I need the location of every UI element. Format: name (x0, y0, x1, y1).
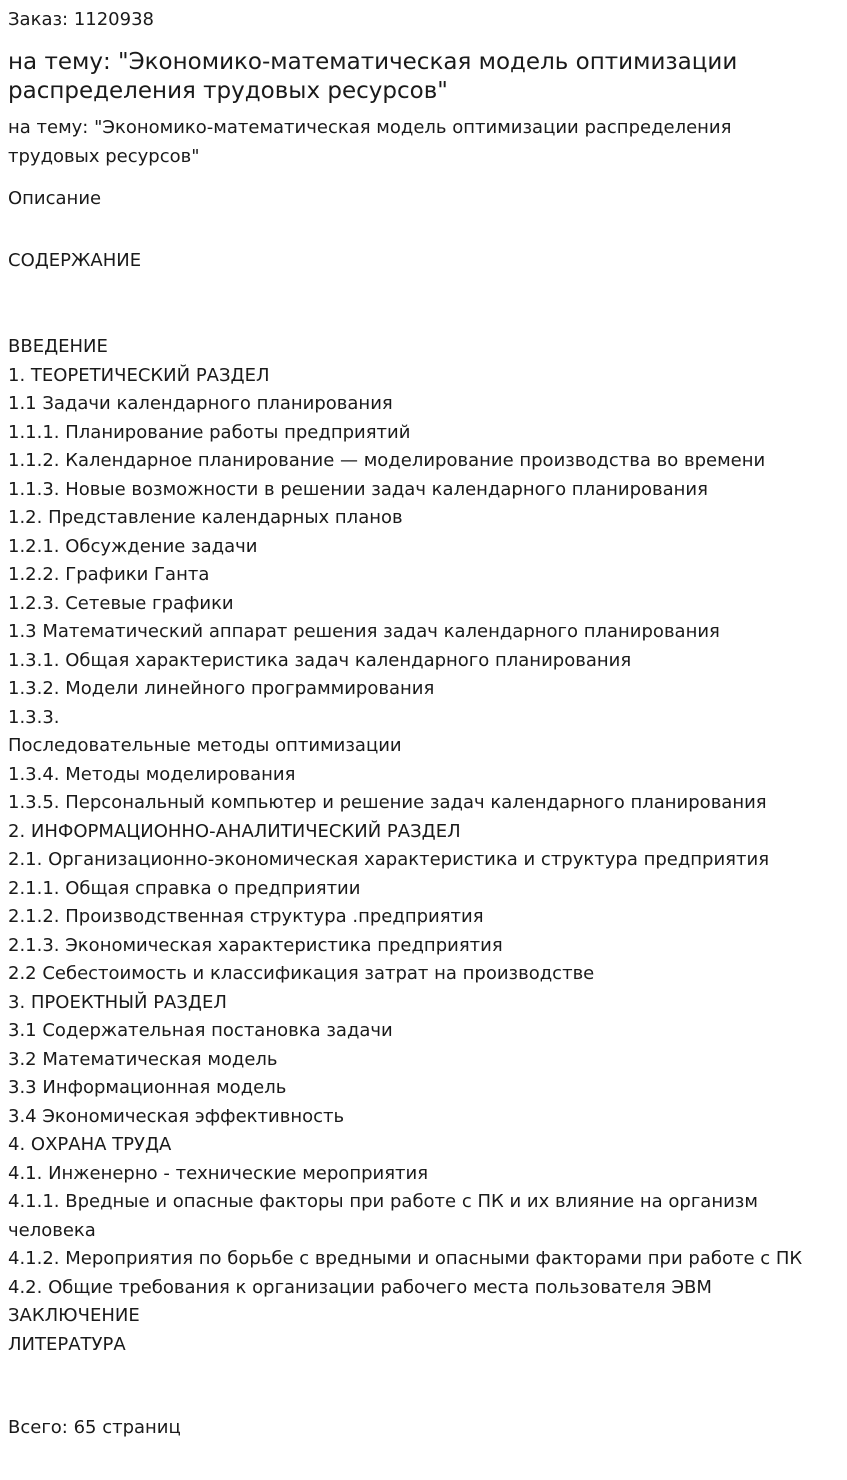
toc-item: 3.2 Математическая модель (8, 1048, 278, 1070)
toc-item: 4.1.2. Мероприятия по борьбе с вредными и опасными факторами при работе с ПК (8, 1248, 803, 1269)
toc-item: 2.2 Себестоимость и классификация затрат на производстве (8, 963, 595, 984)
toc-item: 1.2. Представление календарных планов (8, 507, 403, 528)
toc-item: 1.3.3. (8, 706, 60, 728)
table-of-contents (8, 333, 838, 1359)
toc-item: 1.1.3. Новые возможности в решении задач календарного планирования (8, 478, 708, 500)
toc-item: 3.3 Информационная модель (8, 1077, 287, 1098)
toc-item: 1.3.5. Персональный компьютер и решение задач календарного планирования (8, 792, 767, 813)
toc-item: 1.3.2. Модели линейного программирования (8, 678, 435, 699)
toc-item: 3.4 Экономическая эффективность (8, 1105, 345, 1127)
toc-item: 1.3.4. Методы моделирования (8, 763, 296, 785)
order-number: Заказ: 1120938 (8, 9, 154, 30)
toc-item: 1.2.1. Обсуждение задачи (8, 535, 258, 557)
toc-item: 1.1 Задачи календарного планирования (8, 393, 393, 414)
toc-item: ЗАКЛЮЧЕНИЕ (8, 1305, 140, 1326)
toc-item: 1.3.1. Общая характеристика задач календарного планирования (8, 649, 632, 671)
toc-item: 2. ИНФОРМАЦИОННО-АНАЛИТИЧЕСКИЙ РАЗДЕЛ (8, 820, 461, 842)
toc-item: 1.1.2. Календарное планирование — моделирование производства во времени (8, 450, 766, 471)
total-pages: Всего: 65 страниц (8, 1417, 181, 1438)
toc-item: ЛИТЕРАТУРА (8, 1333, 126, 1355)
toc-item: 4.1. Инженерно - технические мероприятия (8, 1162, 429, 1184)
toc-item: 1.2.2. Графики Ганта (8, 564, 210, 585)
page-title: на тему: "Экономико-математическая модель оптимизации распределения трудовых ресурсов" (8, 49, 738, 104)
toc-item: 3.1 Содержательная постановка задачи (8, 1020, 393, 1041)
page-subtitle: на тему: "Экономико-математическая модель оптимизации распределения трудовых ресурсов" (8, 117, 732, 167)
toc-item: 1.1.1. Планирование работы предприятий (8, 421, 411, 443)
contents-heading: СОДЕРЖАНИЕ (8, 250, 142, 271)
toc-item: ВВЕДЕНИЕ (8, 336, 108, 357)
toc-item: 1.2.3. Сетевые графики (8, 592, 234, 614)
toc-item: 3. ПРОЕКТНЫЙ РАЗДЕЛ (8, 991, 227, 1013)
toc-item: 2.1.3. Экономическая характеристика предприятия (8, 934, 503, 956)
toc-item: 2.1.2. Производственная структура .предприятия (8, 906, 484, 927)
toc-item: 4.2. Общие требования к организации рабочего места пользователя ЭВМ (8, 1276, 712, 1298)
toc-item: 2.1. Организационно-экономическая характеристика и структура предприятия (8, 849, 770, 870)
toc-item: 1.3 Математический аппарат решения задач календарного планирования (8, 621, 720, 642)
toc-item: 2.1.1. Общая справка о предприятии (8, 877, 361, 899)
toc-item: 1. ТЕОРЕТИЧЕСКИЙ РАЗДЕЛ (8, 364, 270, 386)
toc-item: 4.1.1. Вредные и опасные факторы при работе с ПК и их влияние на организм человека (8, 1191, 758, 1241)
toc-item: Последовательные методы оптимизации (8, 735, 402, 756)
toc-item: 4. ОХРАНА ТРУДА (8, 1134, 172, 1155)
description-label: Описание (8, 188, 102, 209)
